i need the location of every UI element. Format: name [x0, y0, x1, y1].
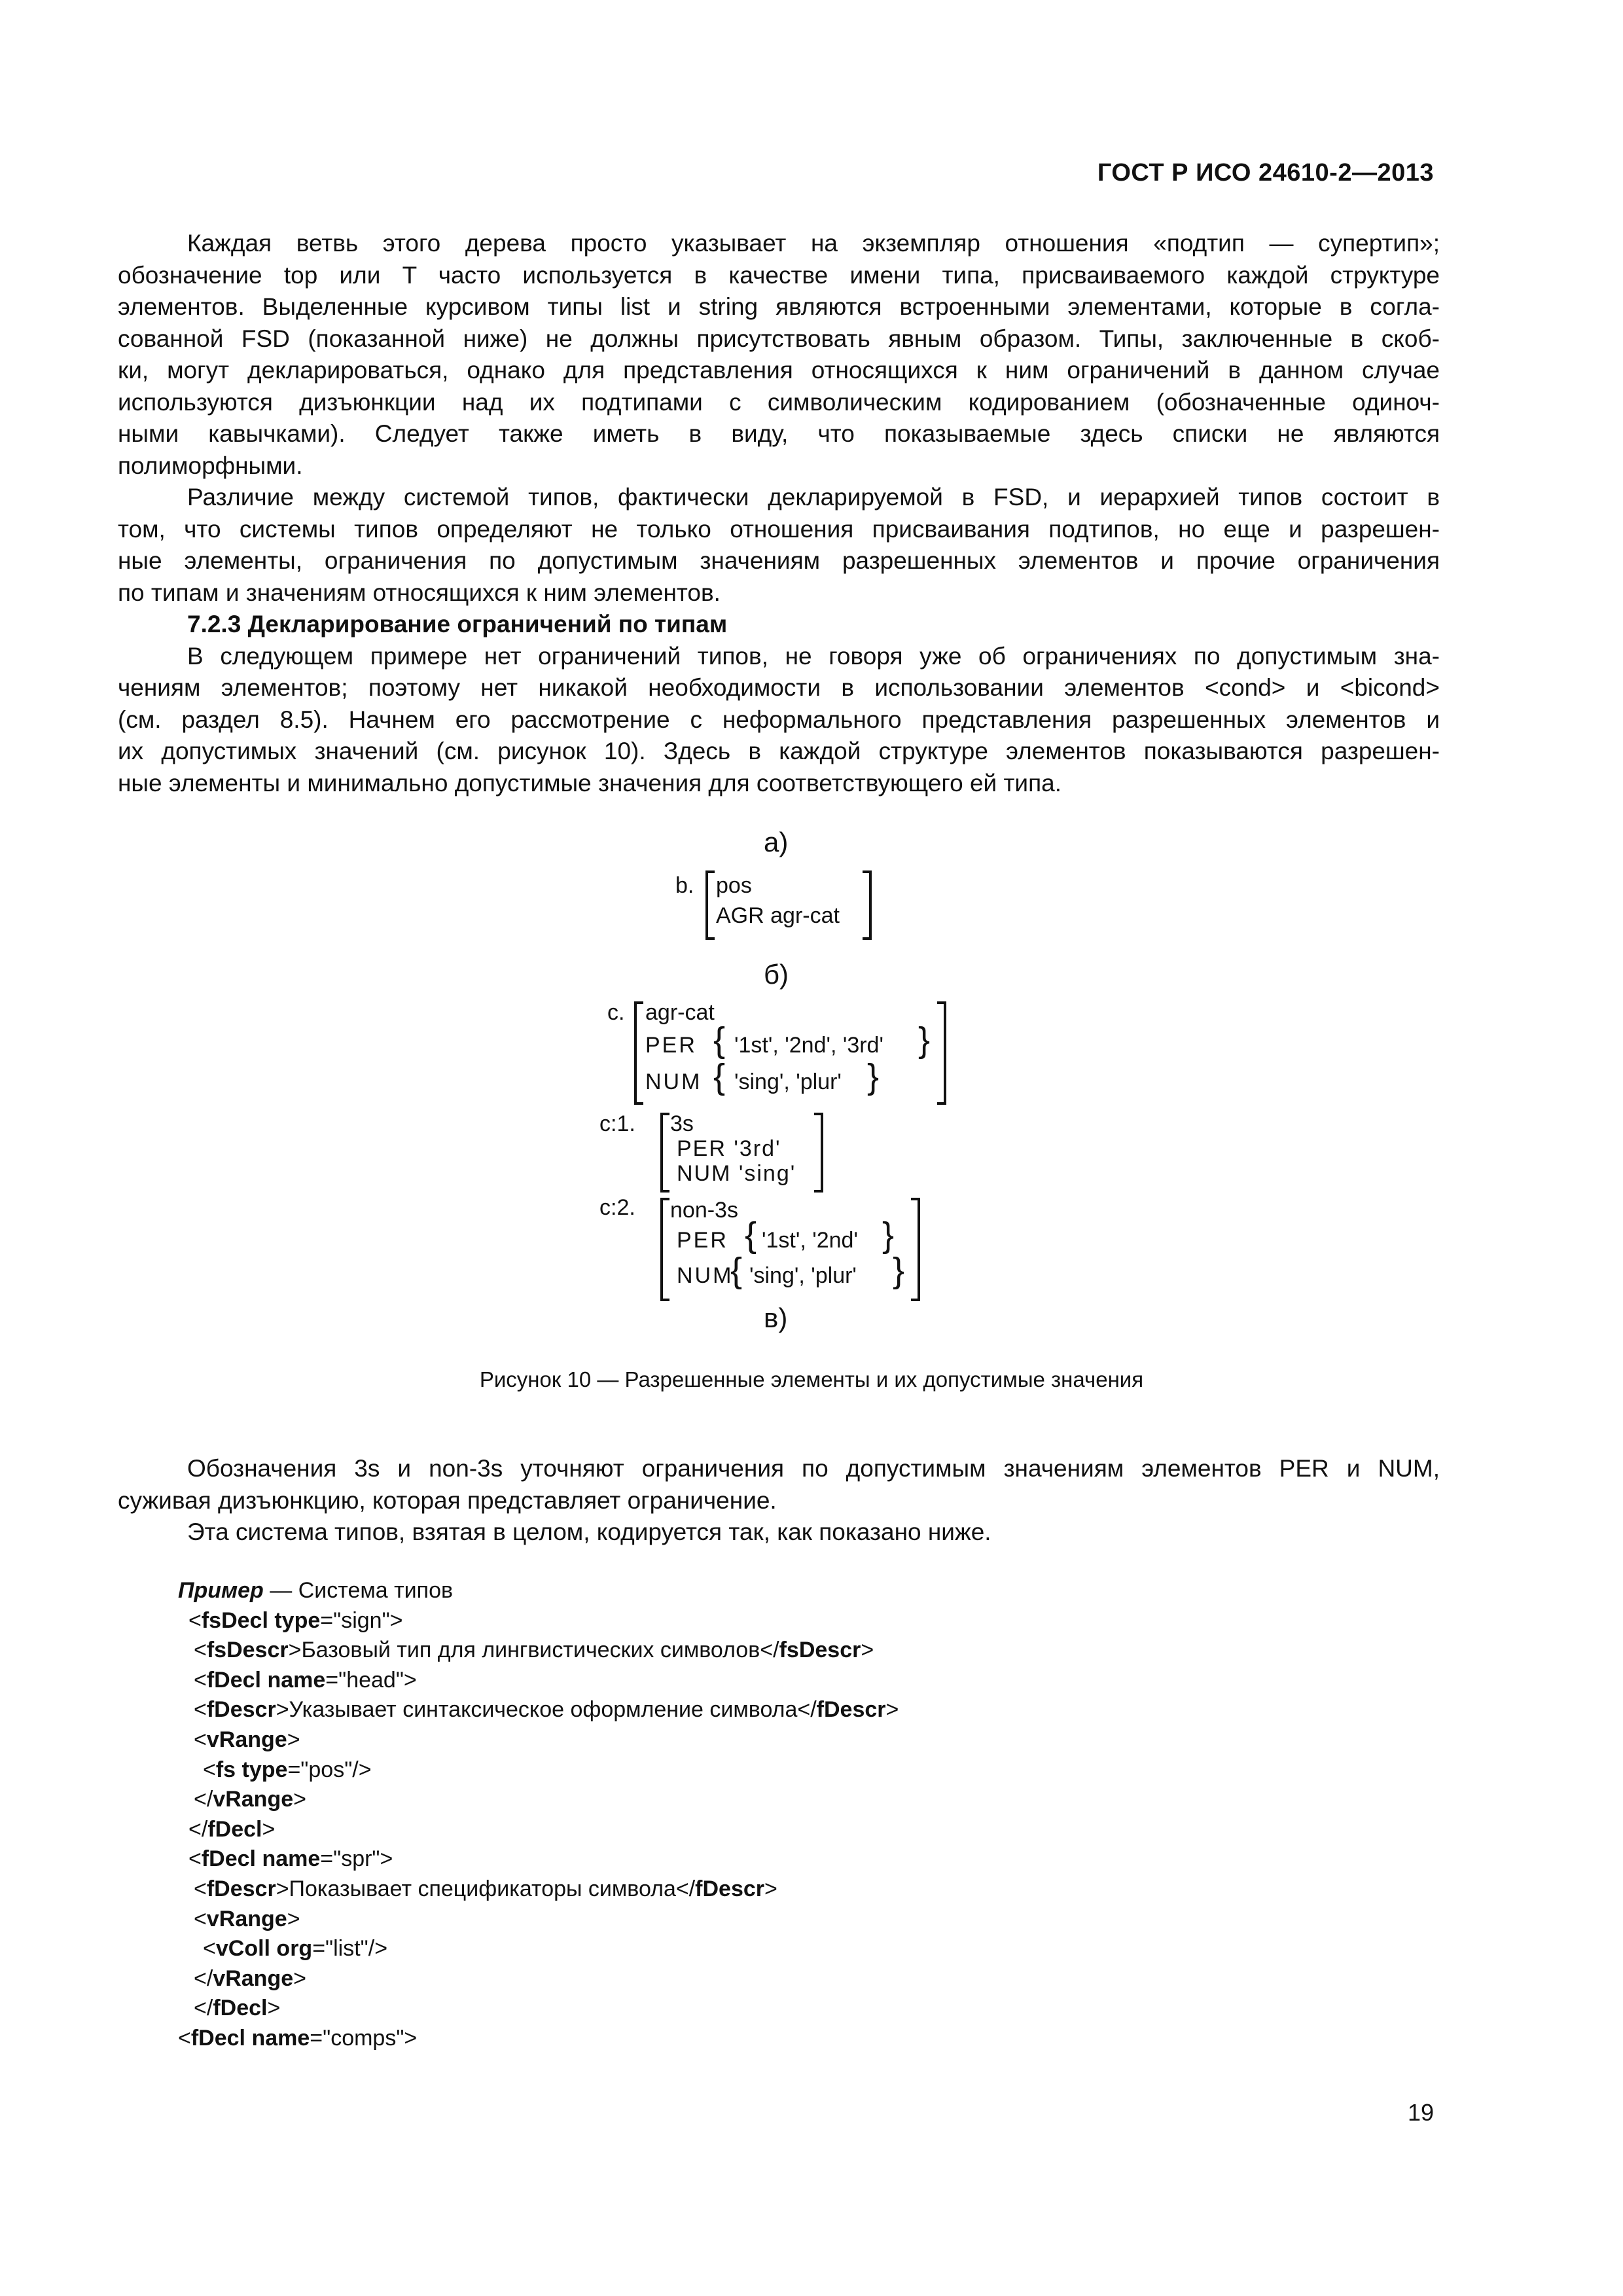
fs-c-per-vals: '1st', '2nd', '3rd' [734, 1033, 883, 1058]
code-text: < [178, 2025, 191, 2051]
text-line: Каждая ветвь этого дерева просто указывает на экземпляр отношения «подтип — супертип»; [187, 230, 1440, 257]
fs-c1-per: PER '3rd' [677, 1136, 781, 1161]
fs-c1-tag: c:1. [599, 1111, 635, 1136]
code-text: > [287, 1727, 300, 1752]
code-text: < [188, 1846, 202, 1872]
code-line [178, 1725, 899, 1755]
code-text: < [194, 1667, 207, 1693]
code-text: >Показывает спецификаторы символа</ [276, 1876, 696, 1901]
figure-caption: Рисунок 10 — Разрешенные элементы и их допустимые значения [479, 1367, 1144, 1391]
figure-label-a: а) [764, 827, 789, 857]
fs-c-tag: c. [607, 1000, 625, 1025]
brace-open: { [713, 1020, 726, 1060]
code-tag-name: fDecl name [201, 1846, 321, 1872]
code-tag-name: fsDescr [779, 1638, 861, 1663]
section-heading: 7.2.3 Декларирование ограничений по типам [187, 611, 728, 637]
brace-close: } [867, 1057, 880, 1096]
code-text: > [267, 1996, 281, 2021]
code-line [178, 1666, 899, 1696]
code-tag-name: fDescr [206, 1876, 276, 1901]
bracket-left [660, 1198, 669, 1301]
second-paragraph [118, 482, 1440, 609]
bracket-right [911, 1198, 920, 1301]
fs-c-num: NUM [645, 1069, 702, 1094]
code-text: </ [194, 1996, 213, 2021]
text-line: Обозначения 3s и non-3s уточняют ограничения по допустимым значениям элементов PER и NUM, [187, 1455, 1440, 1482]
figure-label-b: б) [764, 959, 789, 990]
fs-c1-num: NUM 'sing' [677, 1161, 796, 1186]
text-line: используются дизъюнкции над их подтипами с символическим кодированием (обозначенные одиноч- [118, 388, 1440, 416]
text-line: Различие между системой типов, фактически декларируемой в FSD, и иерархией типов состоит в [187, 484, 1440, 511]
code-text: < [203, 1757, 216, 1782]
code-line [178, 1934, 899, 1964]
code-tag-name: fDecl [213, 1996, 268, 2021]
text-line: ными кавычками). Следует также иметь в виду, что показываемые здесь списки не являются [118, 420, 1440, 447]
section-paragraph [118, 641, 1440, 800]
text-line: том, что системы типов определяют не только отношения присваивания подтипов, но еще и разрешен- [118, 515, 1440, 543]
code-line [178, 2024, 899, 2054]
fs-c2-num: NUM [677, 1263, 734, 1288]
fs-c2-line1: non-3s [670, 1198, 738, 1223]
code-text: </ [188, 1816, 208, 1842]
bracket-right [863, 870, 872, 940]
bracket-left [634, 1001, 643, 1105]
code-text: > [885, 1697, 899, 1723]
code-text: ="head"> [325, 1667, 417, 1693]
code-line [178, 1964, 899, 1994]
example-title [178, 1576, 899, 1606]
brace-open: { [745, 1215, 757, 1255]
fs-c-line1: agr-cat [645, 1000, 715, 1025]
code-text: > [861, 1638, 874, 1663]
code-text: ="comps"> [310, 2025, 418, 2051]
fs-c2-num-vals: 'sing', 'plur' [749, 1263, 857, 1288]
fs-c-num-vals: 'sing', 'plur' [734, 1069, 842, 1094]
code-text: > [764, 1876, 777, 1901]
brace-close: } [882, 1215, 895, 1255]
code-text: ="pos"/> [287, 1757, 372, 1782]
bracket-left [660, 1113, 669, 1193]
text-line: их допустимых значений (см. рисунок 10). Здесь в каждой структуре элементов показываются разрешен- [118, 738, 1440, 764]
text-line: суживая дизъюнкцию, которая представляет ограничение. [118, 1486, 777, 1514]
code-line [178, 1755, 899, 1785]
text-line: элементов. Выделенные курсивом типы list и string являются встроенными элементами, которые в согла- [118, 293, 1440, 320]
code-text: >Базовый тип для лингвистических символов</ [288, 1638, 779, 1663]
code-text: >Указывает синтаксическое оформление символа</ [276, 1697, 817, 1723]
fs-c2-per: PER [677, 1228, 728, 1253]
code-text: > [262, 1816, 276, 1842]
code-tag-name: vRange [213, 1787, 294, 1812]
text-line: по типам и значениям относящихся к ним элементов. [118, 579, 721, 606]
code-lines [178, 1606, 899, 2054]
code-tag-name: vRange [206, 1906, 287, 1931]
fs-b-line2: AGR agr-cat [716, 903, 840, 928]
bracket-right [814, 1113, 823, 1193]
code-line [178, 1905, 899, 1935]
example-title-bold: Пример [178, 1578, 264, 1603]
fs-c2-tag: c:2. [599, 1195, 635, 1220]
fs-c2-per-vals: '1st', '2nd' [762, 1228, 858, 1253]
code-tag-name: fs type [215, 1757, 288, 1782]
code-line [178, 1815, 899, 1845]
standard-header: ГОСТ Р ИСО 24610-2—2013 [1097, 159, 1434, 187]
fs-c-per: PER [645, 1033, 697, 1058]
code-text: </ [194, 1787, 213, 1812]
text-line: сованной FSD (показанной ниже) не должны присутствовать явным образом. Типы, заключенные в скоб- [118, 325, 1440, 352]
figure-label-v: в) [764, 1302, 788, 1333]
body-text [118, 228, 1440, 799]
text-line: ные элементы и минимально допустимые значения для соответствующего ей типа. [118, 769, 1061, 797]
text-line: ки, могут декларироваться, однако для представления относящихся к ним ограничений в данном случае [118, 357, 1440, 384]
code-tag-name: fDescr [695, 1876, 765, 1901]
code-line [178, 1994, 899, 2024]
code-text: < [194, 1906, 207, 1931]
code-text: > [287, 1906, 300, 1931]
code-text: < [203, 1936, 216, 1962]
page-number: 19 [1407, 2099, 1434, 2126]
code-line [178, 1785, 899, 1815]
code-tag-name: vRange [213, 1965, 294, 1991]
bracket-left [705, 870, 715, 940]
code-line [178, 1606, 899, 1636]
code-tag-name: fDecl [207, 1816, 262, 1842]
code-line [178, 1874, 899, 1905]
code-text: > [293, 1787, 306, 1812]
code-line [178, 1695, 899, 1725]
text-line: (см. раздел 8.5). Начнем его рассмотрение с неформального представления разрешенных элементов и [118, 706, 1440, 733]
intro-paragraph [118, 228, 1440, 482]
example-title-rest: — Система типов [263, 1578, 454, 1603]
code-text: ="list"/> [312, 1936, 388, 1962]
code-text: < [188, 1607, 202, 1633]
code-tag-name: fsDescr [206, 1638, 289, 1663]
code-text: ="sign"> [320, 1607, 403, 1633]
brace-open: { [730, 1251, 743, 1290]
code-text: </ [194, 1965, 213, 1991]
code-text: < [194, 1638, 207, 1663]
code-line [178, 1636, 899, 1666]
fs-b-tag: b. [675, 873, 694, 898]
code-tag-name: fDescr [816, 1697, 886, 1723]
text-line: ные элементы, ограничения по допустимым значениям разрешенных элементов и прочие ограничения [118, 547, 1440, 574]
text-line: полиморфными. [118, 452, 303, 479]
text-line: обозначение top или T часто используется в качестве имени типа, присваиваемого каждой структуре [118, 261, 1440, 289]
fs-c1-line1: 3s [670, 1111, 694, 1136]
text-line: В следующем примере нет ограничений типов, не говоря уже об ограничениях по допустимым зна- [187, 642, 1440, 670]
after-figure-line: Эта система типов, взятая в целом, кодируется так, как показано ниже. [187, 1518, 991, 1545]
fs-b-line1: pos [716, 873, 752, 898]
code-text: ="spr"> [320, 1846, 393, 1872]
code-line [178, 1844, 899, 1874]
code-tag-name: fDecl name [190, 2025, 310, 2051]
code-tag-name: vRange [206, 1727, 287, 1752]
code-text: < [194, 1727, 207, 1752]
bracket-right [937, 1001, 946, 1105]
after-figure-paragraph [118, 1453, 1440, 1516]
code-tag-name: fsDecl type [201, 1607, 321, 1633]
brace-close: } [918, 1020, 931, 1060]
code-text: > [293, 1965, 306, 1991]
text-line: чениям элементов; поэтому нет никакой необходимости в использовании элементов <cond> и <bicond> [118, 674, 1440, 701]
code-text: < [194, 1697, 207, 1723]
code-tag-name: fDescr [206, 1697, 276, 1723]
example-code [178, 1576, 899, 2054]
after-figure-text [118, 1453, 1440, 1549]
code-text: < [194, 1876, 207, 1901]
brace-open: { [713, 1057, 726, 1096]
brace-close: } [893, 1251, 905, 1290]
code-tag-name: fDecl name [206, 1667, 326, 1693]
code-tag-name: vColl org [215, 1936, 313, 1962]
